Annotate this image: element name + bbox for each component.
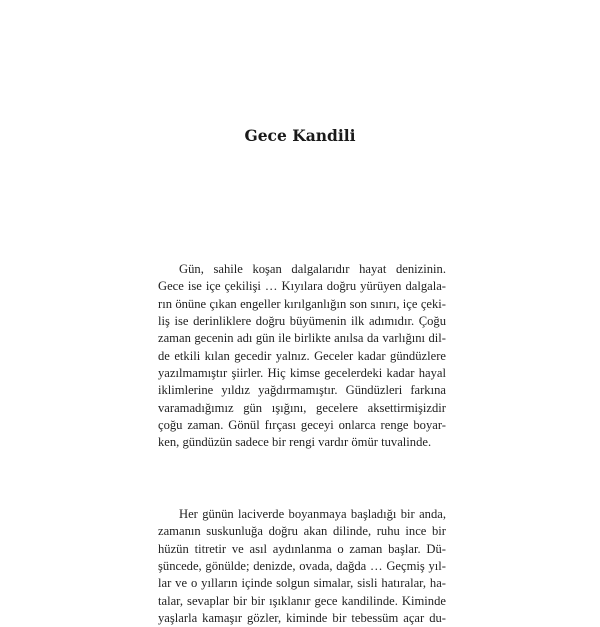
text-line: de etkili kılan gecedir yalnız. Geceler kadar gündüzlere: [158, 348, 446, 363]
text-line: Gece ise içe çekilişi … Kıyılara doğru yürüyen dalgala-: [158, 279, 446, 294]
chapter-title: Gece Kandili: [244, 126, 356, 145]
text-line: hüzün titretir ve asıl aydınlanma o zaman başlar. Dü-: [158, 541, 446, 556]
text-line: şüncede, gönülde; denizde, ovada, dağda … Geçmiş yıl-: [158, 559, 446, 574]
text-line: Gün, sahile koşan dalgalarıdır hayat denizinin.: [179, 262, 446, 276]
text-line: zamanın suskunluğa doğru akan dilinde, ruhu ince bir: [158, 524, 446, 539]
text-line: varamadığımız gün ışığını, gecelere aksettirmişizdir: [158, 400, 446, 415]
text-line: zaman gecenin adı gün ile birlikte anılsa da varlığını dil-: [158, 331, 446, 346]
text-line: çoğu zaman. Gönül fırçası geceyi onlarca renge boyar-: [158, 418, 446, 433]
text-line: rın önüne çıkan engeller kırılganlığın son sınırı, içe çeki-: [158, 296, 446, 311]
text-line: lar ve o yılların içinde solgun simalar, sisli hatıralar, ha-: [158, 576, 446, 591]
text-line: ken, gündüzün sadece bir rengi vardır ömür tuvalinde.: [158, 435, 432, 450]
text-line: talar, sevaplar bir bir ışıklanır gece kandilinde. Kiminde: [158, 593, 446, 608]
text-line: liş ise derinliklere doğru büyümenin ilk adımıdır. Çoğu: [158, 314, 446, 329]
paragraph-1: [158, 261, 446, 452]
text-line: yaşlarla kamaşır gözler, kiminde bir tebessüm açar du-: [158, 611, 446, 626]
paragraph-2: [158, 506, 446, 627]
text-line: Her günün laciverde boyanmaya başladığı bir anda,: [179, 507, 446, 521]
text-line: yazılmamıştır şiirler. Hiç kimse gecelerdeki kadar hayal: [158, 366, 446, 381]
text-line: iklimlerine yıldız yağdırmamıştır. Gündüzleri farkına: [158, 383, 446, 398]
